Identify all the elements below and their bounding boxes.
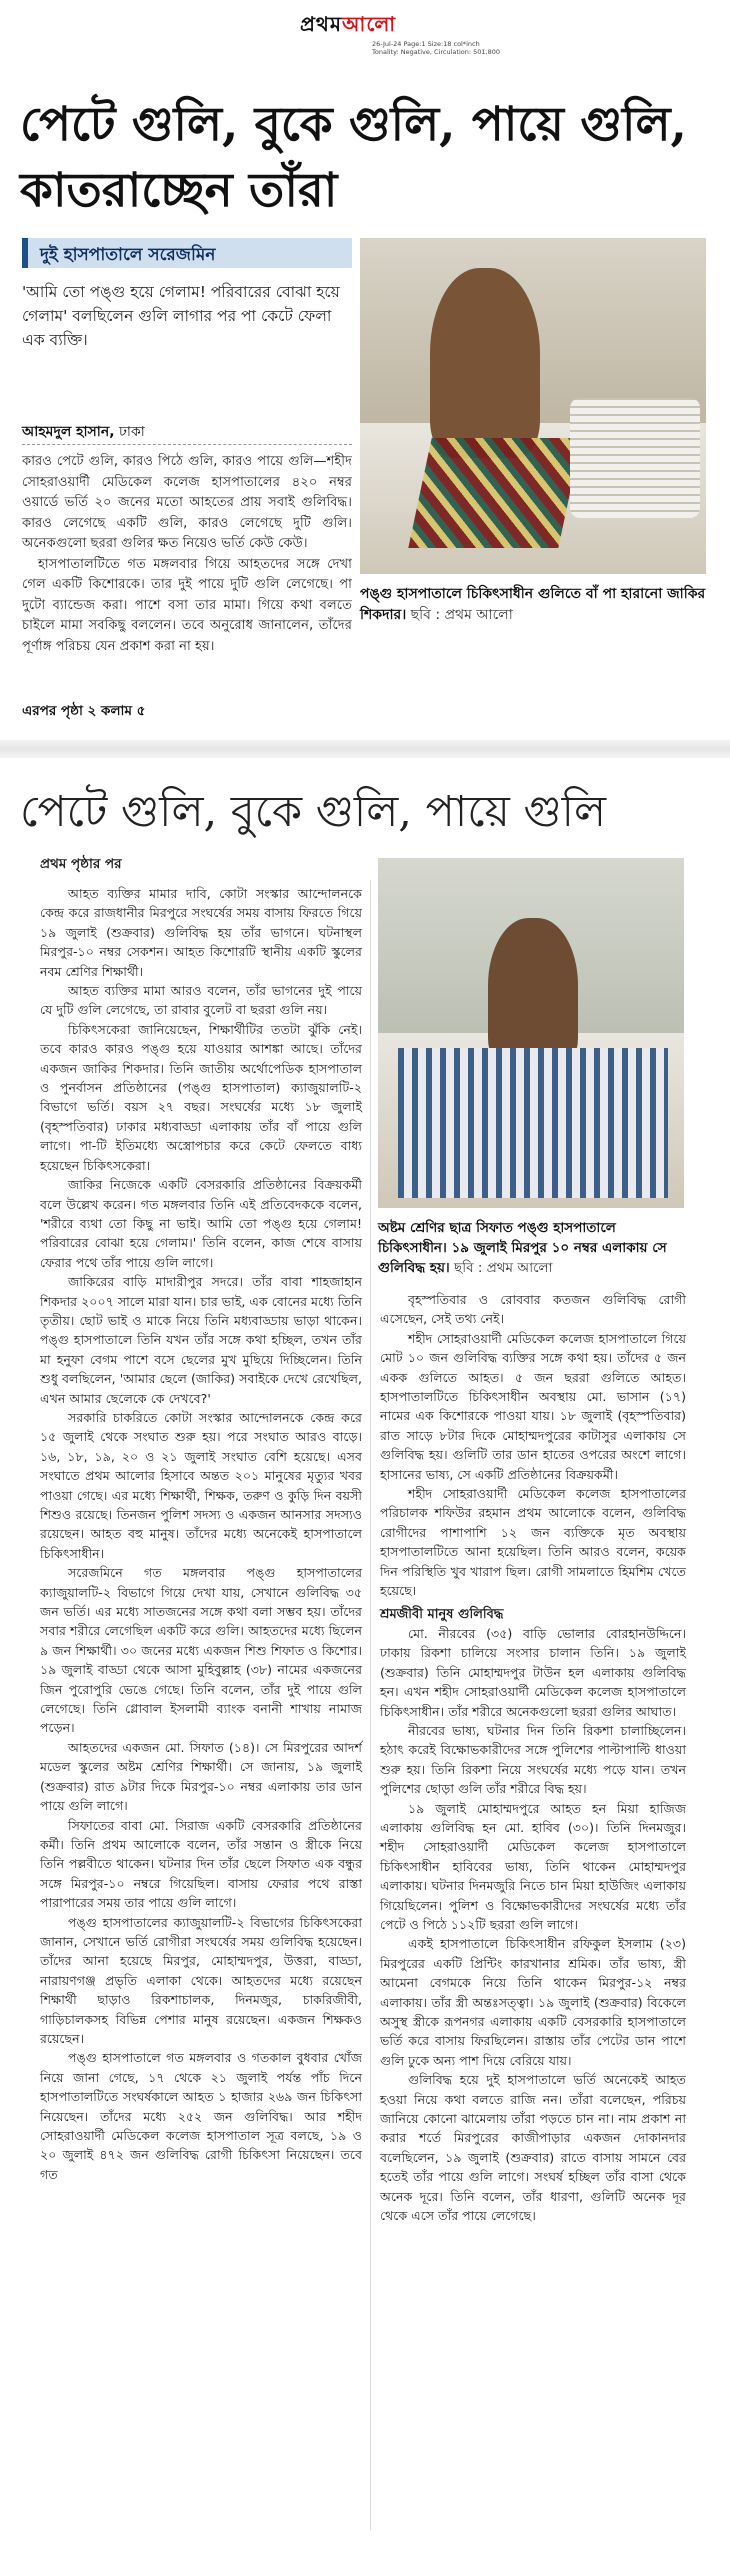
- pull-quote: 'আমি তো পঙ্গু হয়ে গেলাম! পরিবারের বোঝা হয়ে গেলাম' বলছিলেন গুলি লাগার পর পা কেটে ফেলা এক ব্যক্তি।: [22, 283, 340, 349]
- body-paragraph: পঙ্গু হাসপাতালে গত মঙ্গলবার ও গতকাল বুধবার খোঁজ নিয়ে জানা গেছে, ১৭ থেকে ২১ জুলাই পর্যন্ত পাঁচ দিনে হাসপাতালটিতে সংঘর্ষকালে আহত ১ হাজার ২৬৯ জন চিকিৎসা নিয়েছেন। তাঁদের মধ্যে ২৫২ জন গুলিবিদ্ধ। আর শহীদ সোহরাওয়ার্দী মেডিকেল কলেজ হাসপাতাল সূত্র বলছে, ১৯ ও ২০ জুলাই ৪৭২ জন গুলিবিদ্ধ রোগী চিকিৎসা নিয়েছেন। তবে গত: [40, 2050, 362, 2182]
- lead-body: [22, 452, 352, 657]
- photo-injured-boy: [378, 858, 684, 1208]
- body-paragraph: আহতদের একজন মো. সিফাত (১৪)। সে মিরপুরের আদর্শ মডেল স্কুলের অষ্টম শ্রেণির শিক্ষার্থী। সে জানায়, ১৯ জুলাই (শুক্রবার) রাত ৯টার দিকে মিরপুর-১০ নম্বর এলাকায় তার ডান পায়ে গুলি লাগে।: [40, 1739, 362, 1814]
- body-paragraph: মো. নীরবের (৩৫) বাড়ি ভোলার বোরহানউদ্দিনে। ঢাকায় রিকশা চালিয়ে সংসার চালান তিনি। ১৯ জুলাই (শুক্রবার) তিনি মোহাম্মদপুর টাউন হল এলাকায় গুলিবিদ্ধ হন। এখন শহীদ সোহরাওয়ার্দী মেডিকেল কলেজ হাসপাতালে চিকিৎসাধীন। তাঁর শরীরে অনেকগুলো ছররা গুলির আঘাত।: [380, 1625, 686, 1719]
- photo-caption: [360, 584, 706, 626]
- body-paragraph: আহত ব্যক্তির মামা আরও বলেন, তাঁর ভাগনের দুই পায়ে যে দুটি গুলি লেগেছে, তা রাবার বুলেট বা ছররা গুলি নয়।: [40, 983, 362, 1018]
- photo-person: [488, 918, 578, 1068]
- photo-pillows: [570, 398, 700, 518]
- front-headline: পেটে গুলি, বুকে গুলি, পায়ে গুলি, কাতরাচ্ছেন তাঁরা: [20, 97, 687, 218]
- byline-name: আহমদুল হাসান,: [22, 424, 115, 440]
- divider: [22, 444, 352, 445]
- subheading: শ্রমজীবী মানুষ গুলিবিদ্ধ: [380, 1606, 504, 1622]
- masthead: [0, 0, 730, 58]
- body-paragraph: পঙ্গু হাসপাতালের ক্যাজুয়ালটি-২ বিভাগের চিকিৎসকেরা জানান, সেখানে ভর্তি রোগীরা সংঘর্ষের সময় গুলিবিদ্ধ হয়েছেন। তাঁদের আনা হয়েছে মিরপুর, মোহাম্মদপুর, উত্তরা, বাড্ডা, নারায়ণগঞ্জ প্রভৃতি এলাকা থেকে। আহতদের মধ্যে রয়েছেন শিক্ষার্থী ছাড়াও রিকশাচালক, দিনমজুর, চাকরিজীবী, গাড়িচালকসহ বিভিন্ন পেশার মানুষ রয়েছেন। একজন শিক্ষকও রয়েছেন।: [40, 1914, 362, 2046]
- newspaper-logo: প্রথমআলো: [300, 12, 397, 36]
- column-divider: [370, 880, 371, 2530]
- body-paragraph: বৃহস্পতিবার ও রোববার কতজন গুলিবিদ্ধ রোগী এসেছেন, সেই তথ্য নেই।: [380, 1292, 686, 1327]
- body-paragraph: সিফাতের বাবা মো. সিরাজ একটি বেসরকারি প্রতিষ্ঠানের কর্মী। তিনি প্রথম আলোকে বলেন, তাঁর সন্তান ও স্ত্রীকে নিয়ে তিনি পল্লবীতে থাকেন। ঘটনার দিন তাঁর ছেলে সিফাত এক বন্ধুর সঙ্গে মিরপুর-১০ নম্বরে গিয়েছিল। বাসায় ফেরার পথে রাস্তা পারাপারের সময় তার পায়ে গুলি লাগে।: [40, 1817, 362, 1911]
- photo-person: [430, 268, 540, 458]
- jump-line: এরপর পৃষ্ঠা ২ কলাম ৫: [22, 703, 146, 719]
- body-paragraph: জাকির নিজেকে একটি বেসরকারি প্রতিষ্ঠানের বিক্রয়কর্মী বলে উল্লেখ করেন। গত মঙ্গলবার তিনি এই প্রতিবেদককে বলেন, 'শরীরে ব্যথা তো কিছু না ভাই। আমি তো পঙ্গু হয়ে গেলাম! পরিবারের বোঝা হয়ে গেলাম।' তিনি বলেন, কাজ শেষে বাসায় ফেরার পথে তাঁর পায়ে গুলি লাগে।: [40, 1177, 362, 1270]
- section-banner: দুই হাসপাতালে সরেজমিন: [22, 238, 352, 268]
- lead-paragraph: হাসপাতালটিতে গত মঙ্গলবার গিয়ে আহতদের সঙ্গে দেখা গেল একটি কিশোরকে। তার দুই পায়ে দুটি গুলি লেগেছে। পা দুটো ব্যান্ডেজ করা। পাশে বসা তার মামা। গিয়ে কথা বলতে চাইলে মামা সবকিছু বললেন। তবে অনুরোধ জানালেন, তাঁদের পূর্ণাঙ্গ পরিচয় যেন প্রকাশ করা না হয়।: [22, 556, 352, 654]
- edition-info: 26-Jul-24 Page:1 Size:18 col*inch Tonality: Negative, Circulation: 501,800: [372, 40, 500, 56]
- photo-sheet: [398, 1048, 668, 1198]
- photo-injured-man: [360, 238, 706, 574]
- body-paragraph: গুলিবিদ্ধ হয়ে দুই হাসপাতালে ভর্তি অনেকেই আহত হওয়া নিয়ে কথা বলতে রাজি নন। তাঁরা বলেছেন, পরিচয় জানিয়ে কোনো ঝামেলায় তাঁরা পড়তে চান না। নাম প্রকাশ না করার শর্তে মিরপুরের কাজীপাড়ার একজন দোকানদার বলেছিলেন, ১৯ জুলাই (শুক্রবার) রাতে বাসায় সামনে বের হতেই তাঁর পায়ে গুলি লাগে। সংঘর্ষ হচ্ছিল তাঁর বাসা থেকে অনেক দূরে। তিনি বলেন, তাঁর ধারণা, গুলিটি অনেক দূর থেকে এসে তাঁর পায়ে লেগেছে।: [380, 2072, 686, 2224]
- body-paragraph: শহীদ সোহরাওয়ার্দী মেডিকেল কলেজ হাসপাতালের পরিচালক শফিউর রহমান প্রথম আলোকে বলেন, গুলিবিদ্ধ রোগীদের পাশাপাশি ১২ জন ব্যক্তিকে মৃত অবস্থায় হাসপাতালটিতে আনা হয়েছিল। তিনি আরও বলেন, কয়েক দিন পরিস্থিতি খুব খারাপ ছিল। রোগী সামলাতে হিমশিম খেতে হয়েছে।: [380, 1486, 686, 1599]
- body-paragraph: আহত ব্যক্তির মামার দাবি, কোটা সংস্কার আন্দোলনকে কেন্দ্র করে রাজধানীর মিরপুরে সংঘর্ষের সময় বাসায় ফিরতে গিয়ে ১৯ জুলাই (শুক্রবার) গুলিবিদ্ধ হয় তাঁর ভাগনে। ঘটনাস্থল মিরপুর-১০ নম্বর সেকশন। আহত কিশোরটি স্থানীয় একটি স্কুলের নবম শ্রেণির শিক্ষার্থী।: [40, 886, 362, 979]
- body-paragraph: সরেজমিনে গত মঙ্গলবার পঙ্গু হাসপাতালের ক্যাজুয়ালটি-২ বিভাগে গিয়ে দেখা যায়, সেখানে গুলিবিদ্ধ ৩৫ জন ভর্তি। এর মধ্যে সাতজনের সঙ্গে কথা বলা সম্ভব হয়। তাঁদের সবার শরীরে লেগেছিল একটি করে গুলি। আহতদের মধ্যে ছিলেন ৯ জন শিক্ষার্থী। ৩০ জনের মধ্যে একজন শিশু শিফাত ও কিশোর। ১৯ জুলাই বাড্ডা থেকে আসা মুহিবুল্লাহ (৩৮) নামের একজনের জিন পুরোপুরি ভেঙে গেছে। তিনি বলেন, তাঁর দুই পায়ে গুলি লেগেছে। তিনি গ্লোবাল ইসলামী ব্যাংক বনানী শাখায় নামাজ পড়েন।: [40, 1565, 362, 1736]
- caption-credit: ছবি : প্রথম আলো: [449, 1260, 553, 1276]
- right-column: [380, 1290, 686, 2226]
- lead-paragraph: কারও পেটে গুলি, কারও পিঠে গুলি, কারও পায়ে গুলি—শহীদ সোহরাওয়ার্দী মেডিকেল কলেজ হাসপাতালের ৪২০ নম্বর ওয়ার্ডে ভর্তি ২০ জনের মতো আহতের প্রায় সবাই গুলিবিদ্ধ। কারও লেগেছে একটি গুলি, কারও লেগেছে দুটি গুলি। অনেকগুলো ছররা গুলির ক্ষত নিয়েও ভর্তি কেউ কেউ।: [22, 454, 352, 551]
- body-paragraph: শহীদ সোহরাওয়ার্দী মেডিকেল কলেজ হাসপাতালে গিয়ে মোট ১০ জন গুলিবিদ্ধ ব্যক্তির সঙ্গে কথা হয়। তাঁদের ৫ জন একক গুলিতে আহত। ৫ জন ছররা গুলিতে আহত। হাসপাতালটিতে চিকিৎসাধীন অবস্থায় মো. ভাসান (১৭) নামের এক কিশোরকে পাওয়া যায়। ১৮ জুলাই (বৃহস্পতিবার) রাত সাড়ে ৮টার দিকে মোহাম্মদপুরের কাটাসুর এলাকায় সে গুলিবিদ্ধ হয়। গুলিটি তার ডান হাতের ওপরের অংশে লাগে। হাসানের ভাষ্য, সে একটি প্রতিষ্ঠানের বিক্রয়কর্মী।: [380, 1330, 686, 1482]
- byline-place: ঢাকা: [114, 424, 145, 440]
- inside-headline: পেটে গুলি, বুকে গুলি, পায়ে গুলি: [20, 787, 607, 837]
- body-paragraph: ১৯ জুলাই মোহাম্মদপুরে আহত হন মিয়া হাজিজ এলাকায় গুলিবিদ্ধ হন মো. হাবিব (৩০)। তিনি দিনমজুর। শহীদ সোহরাওয়ার্দী মেডিকেল কলেজ হাসপাতালে চিকিৎসাধীন হাবিবের ভাষ্য, তিনি থাকেন মোহাম্মদপুর এলাকায়। ঘটনার দিনমজুরি নিতে চান মিয়া হাউজিং এলাকায় গিয়েছিলেন। পুলিশ ও বিক্ষোভকারীদের সংঘর্ষের মধ্যে তাঁর পেটে ও পিঠে ১১২টি ছররা গুলি লাগে।: [380, 1800, 686, 1932]
- continued-from: প্রথম পৃষ্ঠার পর: [40, 856, 122, 872]
- body-paragraph: জাকিরের বাড়ি মাদারীপুর সদরে। তাঁর বাবা শাহজাহান শিকদার ২০০৭ সালে মারা যান। চার ভাই, এক বোনের মধ্যে তিনি তৃতীয়। ছোট ভাই ও মাকে নিয়ে তিনি মধ্যবাড্ডায় ভাড়া থাকেন। পঙ্গু হাসপাতালে তিনি যখন তাঁর সঙ্গে কথা হচ্ছিল, তখন তাঁর মা হনুফা বেগম পাশে বসে ছেলের মুখ মুছিয়ে দিচ্ছিলেন। তিনি শুধু বলছিলেন, 'আমার ছেলে (জাকির) সবাইকে দেখে রেখেছিল, এখন আমার ছেলেকে কে দেখবে?': [40, 1274, 362, 1406]
- body-paragraph: নীরবের ভাষ্য, ঘটনার দিন তিনি রিকশা চালাচ্ছিলেন। হঠাৎ করেই বিক্ষোভকারীদের সঙ্গে পুলিশের পাল্টাপাল্টি ধাওয়া শুরু হয়। তিনি রিকশা নিয়ে সংঘর্ষের মধ্যে পড়ে যান। তখন পুলিশের ছোড়া গুলি তাঁর শরীরে বিদ্ধ হয়।: [380, 1722, 686, 1797]
- photo-blanket: [408, 438, 581, 548]
- caption-text: অষ্টম শ্রেণির ছাত্র সিফাত পঙ্গু হাসপাতালে চিকিৎসাধীন। ১৯ জুলাই মিরপুর ১০ নম্বর এলাকায় সে গুলিবিদ্ধ হয়।: [378, 1220, 667, 1276]
- caption-credit: ছবি : প্রথম আলো: [406, 607, 513, 623]
- photo-caption: [378, 1218, 684, 1278]
- body-paragraph: একই হাসপাতালে চিকিৎসাধীন রফিকুল ইসলাম (২৩) মিরপুরের একটি প্রিন্টিং কারখানার শ্রমিক। তাঁর ভাষ্য, স্ত্রী আমেনা বেগমকে নিয়ে তিনি থাকেন মিরপুর-১২ নম্বর এলাকায়। তাঁর স্ত্রী অন্তঃসত্ত্বা। ১৯ জুলাই (শুক্রবার) বিকেলে অসুস্থ স্ত্রীকে রূপনগর এলাকায় একটি বেসরকারি হাসপাতালে ভর্তি করে বাসায় ফিরছিলেন। রাস্তায় তাঁর পেটের ডান পাশে গুলি ঢুকে অন্য পাশ দিয়ে বেরিয়ে যায়।: [380, 1936, 686, 2068]
- page-separator: [0, 740, 730, 758]
- body-paragraph: সরকারি চাকরিতে কোটা সংস্কার আন্দোলনকে কেন্দ্র করে ১৫ জুলাই থেকে সংঘাত শুরু হয়। পরে সংঘাত আরও বাড়ে। ১৬, ১৮, ১৯, ২০ ও ২১ জুলাই সংঘাত বেশি হয়েছে। এসব সংঘাতে প্রথম আলোর হিসাবে অন্তত ২০১ মানুষের মৃত্যুর খবর পাওয়া গেছে। এর মধ্যে শিক্ষার্থী, শিক্ষক, তরুণ ও কুড়ি দিন বয়সী শিশুও রয়েছে। তিনজন পুলিশ সদস্য ও একজন আনসার সদস্যও রয়েছেন। আহত বহু মানুষ। তাঁদের মধ্যে অনেকেই হাসপাতালে চিকিৎসাধীন।: [40, 1409, 362, 1561]
- body-paragraph: চিকিৎসকেরা জানিয়েছেন, শিক্ষার্থীটির ততটা ঝুঁকি নেই। তবে কারও কারও পঙ্গু হয়ে যাওয়ার আশঙ্কা আছে। তাঁদের একজন জাকির শিকদার। তিনি জাতীয় অর্থোপেডিক হাসপাতাল ও পুনর্বাসন প্রতিষ্ঠানের (পঙ্গু হাসপাতাল) ক্যাজুয়ালটি-২ বিভাগে ভর্তি। বয়স ২৭ বছর। সংঘর্ষের মধ্যে ১৮ জুলাই (বৃহস্পতিবার) ঢাকার মধ্যবাড্ডা এলাকায় তাঁর বাঁ পায়ে গুলি লাগে। পা-টি ইতিমধ্যে অস্ত্রোপচার করে কেটে ফেলতে বাধ্য হয়েছেন চিকিৎসকেরা।: [40, 1021, 362, 1173]
- byline: [22, 420, 352, 444]
- left-column: [40, 884, 362, 2184]
- caption-text: পঙ্গু হাসপাতালে চিকিৎসাধীন গুলিতে বাঁ পা হারানো জাকির শিকদার।: [360, 586, 706, 623]
